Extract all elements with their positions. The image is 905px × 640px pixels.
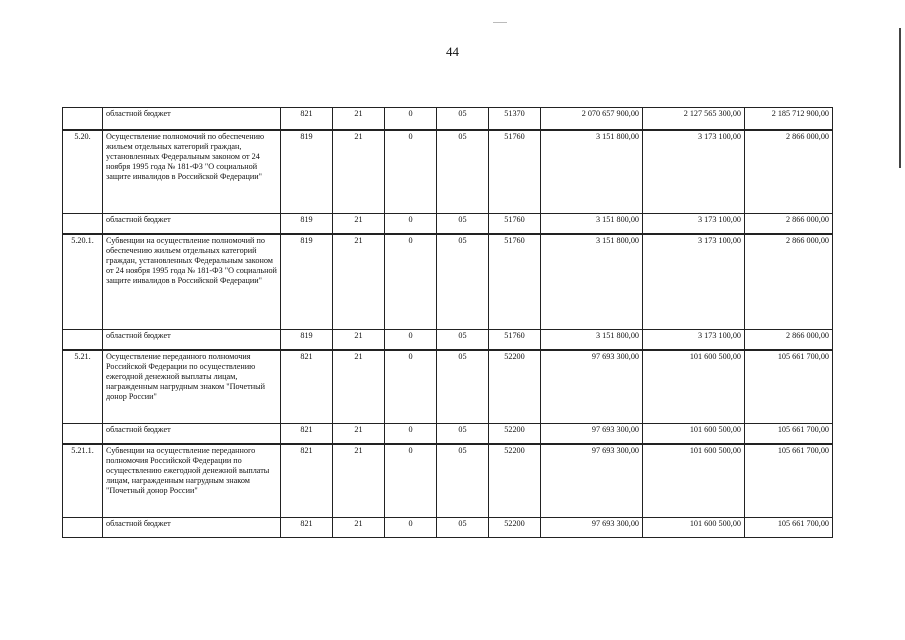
section-code-cell: 21 — [333, 108, 385, 130]
row-index-cell: 5.20. — [63, 130, 103, 214]
subsection-code-cell: 0 — [385, 444, 437, 518]
amount-year2-cell: 101 600 500,00 — [643, 518, 745, 538]
subsection-code-cell: 0 — [385, 330, 437, 350]
amount-year2-cell: 101 600 500,00 — [643, 424, 745, 444]
program-code-cell: 05 — [437, 130, 489, 214]
section-code-cell: 21 — [333, 518, 385, 538]
amount-year3-cell: 105 661 700,00 — [745, 518, 833, 538]
target-code-cell: 52200 — [489, 444, 541, 518]
target-code-cell: 52200 — [489, 350, 541, 424]
target-code-cell: 51370 — [489, 108, 541, 130]
program-code-cell: 05 — [437, 518, 489, 538]
amount-year1-cell: 3 151 800,00 — [541, 234, 643, 330]
admin-code-cell: 821 — [281, 518, 333, 538]
amount-year3-cell: 105 661 700,00 — [745, 350, 833, 424]
amount-year1-cell: 2 070 657 900,00 — [541, 108, 643, 130]
amount-year2-cell: 2 127 565 300,00 — [643, 108, 745, 130]
subsection-code-cell: 0 — [385, 518, 437, 538]
amount-year3-cell: 105 661 700,00 — [745, 424, 833, 444]
row-label-cell: областной бюджет — [103, 214, 281, 234]
section-code-cell: 21 — [333, 214, 385, 234]
row-index-cell — [63, 424, 103, 444]
row-label-cell: Субвенции на осуществление полномочий по обеспечению жильем отдельных категорий граждан, установленных Федеральным законом от 24 ноября 1995 года № 181-ФЗ "О социальной защите инвалидов в Российской Федерации" — [103, 234, 281, 330]
row-label-cell: Осуществление полномочий по обеспечению жильем отдельных категорий граждан, установленных Федеральным законом от 24 ноября 1995 года № 181-ФЗ "О социальной защите инвалидов в Российской Федерации" — [103, 130, 281, 214]
amount-year3-cell: 2 866 000,00 — [745, 214, 833, 234]
program-code-cell: 05 — [437, 234, 489, 330]
row-index-cell: 5.21.1. — [63, 444, 103, 518]
program-code-cell: 05 — [437, 330, 489, 350]
section-code-cell: 21 — [333, 234, 385, 330]
amount-year1-cell: 3 151 800,00 — [541, 330, 643, 350]
target-code-cell: 51760 — [489, 130, 541, 214]
amount-year1-cell: 97 693 300,00 — [541, 424, 643, 444]
amount-year1-cell: 97 693 300,00 — [541, 350, 643, 424]
program-code-cell: 05 — [437, 424, 489, 444]
amount-year3-cell: 2 185 712 900,00 — [745, 108, 833, 130]
amount-year3-cell: 2 866 000,00 — [745, 130, 833, 214]
table-row-budget — [63, 424, 833, 444]
subsection-code-cell: 0 — [385, 108, 437, 130]
subsection-code-cell: 0 — [385, 234, 437, 330]
section-code-cell: 21 — [333, 424, 385, 444]
amount-year2-cell: 3 173 100,00 — [643, 214, 745, 234]
row-label-cell: областной бюджет — [103, 424, 281, 444]
scan-artifact — [493, 22, 507, 23]
amount-year2-cell: 3 173 100,00 — [643, 330, 745, 350]
row-index-cell — [63, 214, 103, 234]
subsection-code-cell: 0 — [385, 350, 437, 424]
section-code-cell: 21 — [333, 444, 385, 518]
table-row-item — [63, 234, 833, 330]
admin-code-cell: 821 — [281, 108, 333, 130]
target-code-cell: 52200 — [489, 518, 541, 538]
section-code-cell: 21 — [333, 330, 385, 350]
table-row-budget — [63, 108, 833, 130]
page-number: 44 — [446, 44, 459, 59]
row-label-cell: областной бюджет — [103, 330, 281, 350]
table-row-budget — [63, 214, 833, 234]
target-code-cell: 51760 — [489, 214, 541, 234]
program-code-cell: 05 — [437, 350, 489, 424]
row-index-cell: 5.20.1. — [63, 234, 103, 330]
row-label-cell: Субвенции на осуществление переданного полномочия Российской Федерации по осуществлению ежегодной денежной выплаты лицам, награжденным нагрудным знаком "Почетный донор России" — [103, 444, 281, 518]
table-row-budget — [63, 330, 833, 350]
admin-code-cell: 821 — [281, 424, 333, 444]
row-label-cell: областной бюджет — [103, 108, 281, 130]
row-label-cell: Осуществление переданного полномочия Российской Федерации по осуществлению ежегодной денежной выплаты лицам, награжденным нагрудным знаком "Почетный донор России" — [103, 350, 281, 424]
subsection-code-cell: 0 — [385, 214, 437, 234]
table-row-item — [63, 444, 833, 518]
subsection-code-cell: 0 — [385, 130, 437, 214]
row-label-cell: областной бюджет — [103, 518, 281, 538]
row-index-cell: 5.21. — [63, 350, 103, 424]
admin-code-cell: 821 — [281, 444, 333, 518]
program-code-cell: 05 — [437, 444, 489, 518]
section-code-cell: 21 — [333, 350, 385, 424]
table-row-budget — [63, 518, 833, 538]
amount-year2-cell: 3 173 100,00 — [643, 234, 745, 330]
budget-table — [62, 107, 833, 538]
amount-year3-cell: 2 866 000,00 — [745, 234, 833, 330]
target-code-cell: 51760 — [489, 330, 541, 350]
target-code-cell: 52200 — [489, 424, 541, 444]
amount-year3-cell: 2 866 000,00 — [745, 330, 833, 350]
program-code-cell: 05 — [437, 108, 489, 130]
admin-code-cell: 819 — [281, 130, 333, 214]
table-row-item — [63, 130, 833, 214]
section-code-cell: 21 — [333, 130, 385, 214]
subsection-code-cell: 0 — [385, 424, 437, 444]
program-code-cell: 05 — [437, 214, 489, 234]
amount-year1-cell: 3 151 800,00 — [541, 214, 643, 234]
table-row-item — [63, 350, 833, 424]
amount-year1-cell: 97 693 300,00 — [541, 518, 643, 538]
admin-code-cell: 819 — [281, 234, 333, 330]
amount-year2-cell: 101 600 500,00 — [643, 444, 745, 518]
target-code-cell: 51760 — [489, 234, 541, 330]
admin-code-cell: 819 — [281, 214, 333, 234]
row-index-cell — [63, 330, 103, 350]
row-index-cell — [63, 518, 103, 538]
amount-year1-cell: 3 151 800,00 — [541, 130, 643, 214]
amount-year1-cell: 97 693 300,00 — [541, 444, 643, 518]
amount-year2-cell: 101 600 500,00 — [643, 350, 745, 424]
admin-code-cell: 821 — [281, 350, 333, 424]
admin-code-cell: 819 — [281, 330, 333, 350]
amount-year2-cell: 3 173 100,00 — [643, 130, 745, 214]
row-index-cell — [63, 108, 103, 130]
amount-year3-cell: 105 661 700,00 — [745, 444, 833, 518]
